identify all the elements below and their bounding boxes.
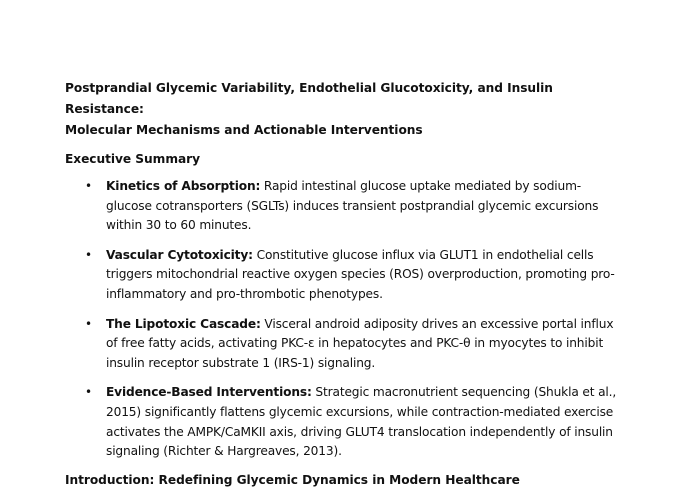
executive-summary-list [65,177,625,462]
bullet-text: Constitutive glucose influx via GLUT1 in endothelial cells triggers mitochondrial reactive oxygen species (ROS) overproduction, promoting pro-inflammatory and pro-thrombotic phenotypes. [106,247,615,301]
bullet-icon: • [85,385,92,400]
list-item [65,177,625,236]
bullet-term: Kinetics of Absorption: [106,179,261,193]
document-page [65,78,625,491]
executive-summary-heading: Executive Summary [65,152,200,166]
bullet-text: Visceral android adiposity drives an excessive portal influx of free fatty acids, activating PKC-ε in hepatocytes and PKC-θ in myocytes to inhibit insulin receptor substrate 1 (IRS-1) signaling. [106,316,614,370]
bullet-term: The Lipotoxic Cascade: [106,316,261,331]
list-item [65,246,625,305]
bullet-icon: • [85,247,92,262]
bullet-term: Vascular Cytotoxicity: [106,247,253,262]
document-title [65,78,625,141]
bullet-icon: • [85,179,92,193]
introduction-heading: Introduction: Redefining Glycemic Dynamics in Modern Healthcare [65,472,520,487]
bullet-text: Rapid intestinal glucose uptake mediated by sodium-glucose cotransporters (SGLTs) induces transient postprandial glycemic excursions within 30 to 60 minutes. [106,179,599,233]
document-title-line-1: Postprandial Glycemic Variability, Endothelial Glucotoxicity, and Insulin Resistance: [65,81,553,116]
bullet-term: Evidence-Based Interventions: [106,385,312,400]
list-item [65,383,625,461]
document-title-line-2: Molecular Mechanisms and Actionable Interventions [65,123,423,137]
bullet-text: Strategic macronutrient sequencing (Shukla et al., 2015) significantly flattens glycemic excursions, while contraction-mediated exercise activates the AMPK/CaMKII axis, driving GLUT4 translocation independently of insulin signaling (Richter & Hargreaves, 2013). [106,385,617,459]
list-item [65,315,625,374]
bullet-icon: • [85,316,92,331]
